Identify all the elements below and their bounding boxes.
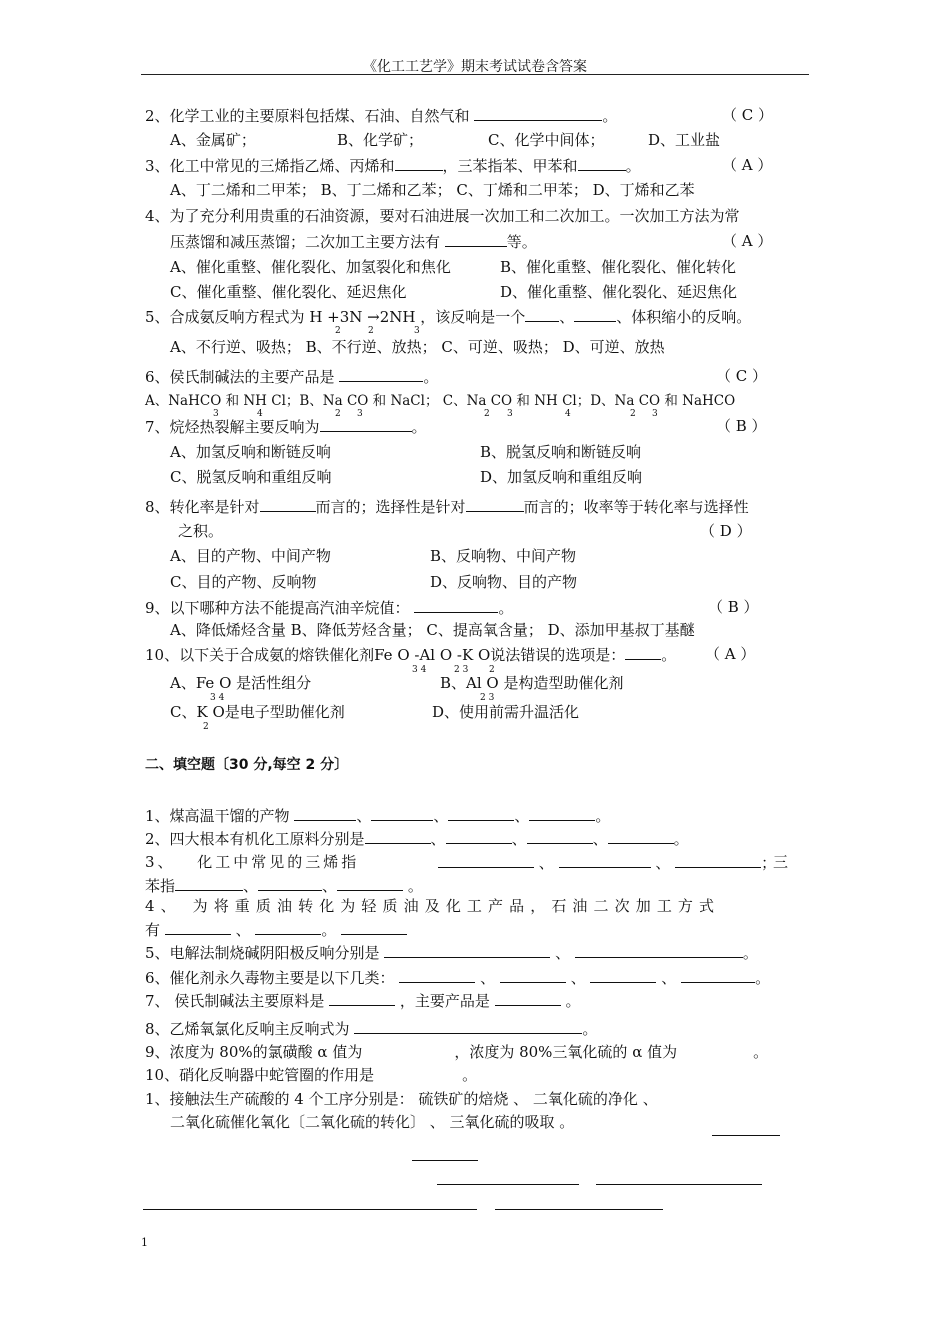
- fill-11-line1: 1、接触法生产硫酸的 4 个工序分别是： 硫铁矿的焙烧 、 二氧化硫的净化 、: [145, 1090, 658, 1108]
- section-title: 二、填空题〔30 分,每空 2 分〕: [145, 757, 349, 773]
- fill-3: 3、 化工中常见的三烯指: [145, 853, 360, 871]
- fill-11-line2: 二氧化硫催化氧化〔二氧化硫的转化〕 、 三氧化硫的吸取 。: [170, 1113, 575, 1131]
- q7-option-b: B、脱氢反响和断链反响: [480, 443, 642, 461]
- q10-option-d: D、使用前需升温活化: [432, 703, 580, 721]
- q4-option-a: A、催化重整、催化裂化、加氢裂化和焦化: [170, 258, 451, 276]
- q8-option-d: D、反响物、目的产物: [430, 573, 578, 591]
- q5-subscript-3: 3: [414, 326, 420, 336]
- q8-option-c: C、目的产物、反响物: [170, 573, 317, 591]
- q10-answer: （ A ）: [705, 645, 756, 663]
- q10-option-b-sub: 2 3: [480, 693, 495, 703]
- q9-stem: 9、以下哪种方法不能提高汽油辛烷值： 。: [145, 599, 514, 617]
- q10-sub-1: 3 4: [412, 665, 427, 675]
- q4-option-d: D、催化重整、催化裂化、延迟焦化: [500, 283, 738, 301]
- q5-subscript-2: 2: [368, 326, 374, 336]
- q5-options: A、不行逆、吸热； B、不行逆、放热； C、可逆、吸热； D、可逆、放热: [170, 338, 665, 356]
- blank-line: [596, 1184, 762, 1185]
- fill-3-tail: 三: [773, 853, 789, 871]
- q3-stem: 3、化工中常见的三烯指乙烯、丙烯和 ，三苯指苯、甲苯和 。: [145, 157, 641, 175]
- q5-stem: 5、合成氨反响方程式为 H +3N →2NH ，该反响是一个 、 、体积缩小的反响。: [145, 308, 752, 326]
- q10-option-b: B、Al O 是构造型助催化剂: [440, 674, 624, 692]
- fill-5: 5、电解法制烧碱阴阳极反响分别是 、 。: [145, 944, 758, 962]
- q7-answer: （ B ）: [716, 417, 767, 435]
- q6-sub-2: 4: [257, 409, 263, 419]
- q2-option-d: D、工业盐: [648, 131, 721, 149]
- blank-line: [712, 1135, 780, 1136]
- q6-sub-3: 2: [335, 409, 341, 419]
- q7-option-d: D、加氢反响和重组反响: [480, 468, 643, 486]
- fill-6: 6、催化剂永久毒物主要是以下几类： 、 、 、 。: [145, 969, 771, 987]
- fill-3-line2: 苯指 、 、 。: [145, 877, 423, 895]
- page-number: 1: [141, 1236, 148, 1249]
- q6-sub-5: 2: [484, 409, 490, 419]
- fill-4: 4、 为将重质油转化为轻质油及化工产品，石油二次加工方式: [145, 897, 721, 915]
- q4-answer: （ A ）: [722, 232, 773, 250]
- q10-sub-3: 2: [489, 665, 495, 675]
- fill-3-blanks: 、 、 ；: [438, 853, 776, 872]
- q10-sub-2: 2 3: [454, 665, 469, 675]
- q6-sub-8: 2: [630, 409, 636, 419]
- q4-stem-line2: 压蒸馏和减压蒸馏；二次加工主要方法有 等。: [170, 233, 537, 251]
- header-rule: [141, 74, 809, 75]
- page-header: 《化工工艺学》期末考试试卷含答案: [363, 59, 587, 75]
- blank-line: [412, 1160, 478, 1161]
- q6-stem: 6、侯氏制碱法的主要产品是 。: [145, 368, 439, 386]
- q6-sub-4: 3: [357, 409, 363, 419]
- q10-option-c: C、K O是电子型助催化剂: [170, 703, 345, 721]
- q6-answer: （ C ）: [716, 367, 768, 385]
- q2-option-c: C、化学中间体；: [488, 131, 605, 149]
- fill-8: 8、乙烯氧氯化反响主反响式为 。: [145, 1020, 598, 1038]
- q2-option-a: A、金属矿；: [170, 131, 256, 149]
- blank-line: [437, 1184, 579, 1185]
- q8-answer: （ D ）: [700, 522, 752, 540]
- q9-answer: （ B ）: [708, 598, 759, 616]
- q2-answer: （ C ）: [722, 106, 774, 124]
- q2-option-b: B、化学矿；: [337, 131, 424, 149]
- fill-1: 1、煤高温干馏的产物 、 、 、 。: [145, 807, 611, 825]
- q3-options: A、丁二烯和二甲苯； B、丁二烯和乙苯； C、丁烯和二甲苯； D、丁烯和乙苯: [170, 181, 695, 199]
- q5-subscript-1: 2: [335, 326, 341, 336]
- q8-stem-line2: 之积。: [178, 522, 224, 540]
- fill-4-line2: 有 、 。: [145, 920, 407, 939]
- q6-sub-1: 3: [213, 409, 219, 419]
- q6-options: A、NaHCO 和 NH Cl；B、Na CO 和 NaCl； C、Na CO 和 NH Cl；D、Na CO 和 NaHCO: [145, 393, 736, 409]
- q2-stem: 2、化学工业的主要原料包括煤、石油、自然气和 。: [145, 107, 618, 125]
- q8-stem: 8、转化率是针对 而言的；选择性是针对 而言的；收率等于转化率与选择性: [145, 498, 749, 516]
- q10-option-a-sub: 3 4: [210, 693, 225, 703]
- q4-stem-line1: 4、为了充分利用贵重的石油资源，要对石油进展一次加工和二次加工。一次加工方法为常: [145, 207, 740, 225]
- fill-2: 2、四大根本有机化工原料分别是 、 、 、 。: [145, 830, 689, 848]
- q4-option-b: B、催化重整、催化裂化、催化转化: [500, 258, 737, 276]
- q8-option-a: A、目的产物、中间产物: [170, 547, 331, 565]
- q6-sub-6: 3: [507, 409, 513, 419]
- fill-7: 7、 侯氏制碱法主要原料是 ，主要产品是 。: [145, 992, 581, 1010]
- q9-options: A、降低烯烃含量 B、降低芳烃含量； C、提高氧含量； D、添加甲基叔丁基醚: [170, 621, 695, 639]
- fill-10: 10、硝化反响器中蛇管圈的作用是 。: [145, 1066, 478, 1084]
- blank-line: [143, 1209, 477, 1210]
- q10-option-a: A、Fe O 是活性组分: [170, 674, 312, 692]
- q8-option-b: B、反响物、中间产物: [430, 547, 577, 565]
- fill-9: 9、浓度为 80%的氯磺酸 α 值为 ，浓度为 80%三氧化硫的 α 值为 。: [145, 1043, 769, 1061]
- q6-sub-9: 3: [652, 409, 658, 419]
- q10-option-c-sub: 2: [203, 722, 209, 732]
- q4-option-c: C、催化重整、催化裂化、延迟焦化: [170, 283, 407, 301]
- q7-stem: 7、烷烃热裂解主要反响为 。: [145, 418, 427, 436]
- q3-answer: （ A ）: [722, 156, 773, 174]
- q10-stem: 10、以下关于合成氨的熔铁催化剂Fe O -Al O -K O说法错误的选项是： 。: [145, 646, 677, 664]
- q6-sub-7: 4: [565, 409, 571, 419]
- blank-line: [495, 1209, 663, 1210]
- q7-option-c: C、脱氢反响和重组反响: [170, 468, 332, 486]
- q7-option-a: A、加氢反响和断链反响: [170, 443, 331, 461]
